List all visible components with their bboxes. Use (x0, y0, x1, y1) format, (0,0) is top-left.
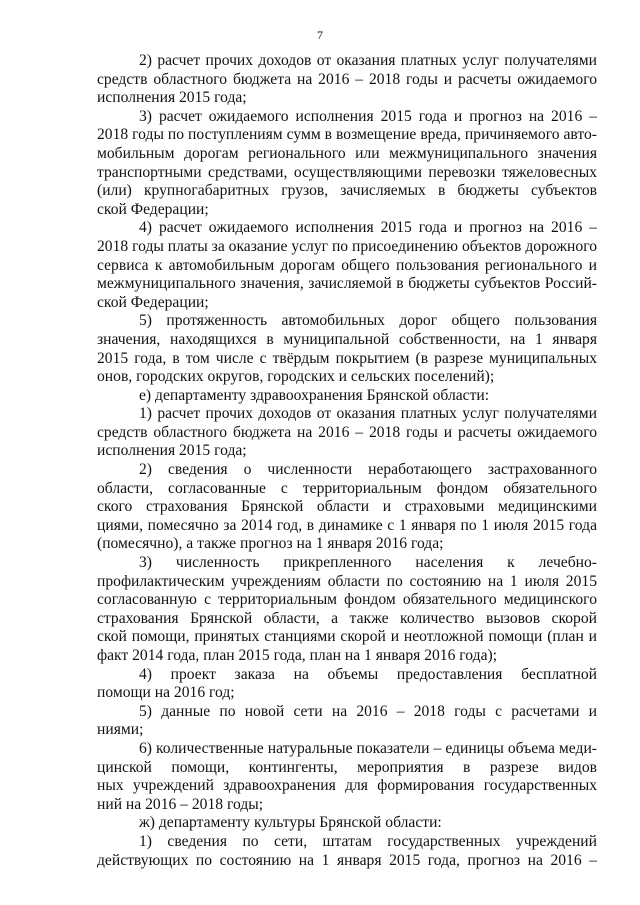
text-line: мобильным дорогам регионального или межмуниципального значения (97, 144, 597, 162)
text-line: ской Федерации; (97, 200, 209, 218)
text-line: сервиса к автомобильным дорогам общего пользования регионального и (97, 256, 597, 274)
text-line: 1) расчет прочих доходов от оказания платных услуг получателями (139, 405, 597, 423)
text-line: 4) проект заказа на объемы предоставления бесплатной (139, 665, 597, 683)
text-line: 1) сведения по сети, штатам государственных учреждений (139, 832, 597, 850)
text-line: ского страхования Брянской области и страховыми медицинскими (97, 498, 597, 516)
document-body (97, 52, 597, 870)
text-line: средств областного бюджета на 2016 – 2018 годы и расчеты ожидаемого (97, 423, 597, 441)
text-line: ниями; (97, 721, 144, 739)
text-line: 5) протяженность автомобильных дорог общего пользования (139, 312, 597, 330)
text-line: 3) численность прикрепленного населения к лечебно- (139, 554, 597, 572)
text-line: ных учреждений здравоохранения для формирования государственных (97, 777, 597, 795)
text-line: 4) расчет ожидаемого исполнения 2015 года и прогноз на 2016 – (139, 219, 597, 237)
text-line: области, согласованные с территориальным фондом обязательного (97, 479, 597, 497)
text-line: 2018 годы по поступлениям сумм в возмещение вреда, причиняемого авто- (97, 126, 597, 144)
text-line: ской помощи, принятых станциями скорой и неотложной помощи (план и (97, 628, 597, 646)
text-line: 2) сведения о численности неработающего застрахованного (139, 461, 597, 479)
text-line: страхования Брянской области, а также количество вызовов скорой (97, 609, 597, 627)
text-line: межмуниципального значения, зачисляемой в бюджеты субъектов Россий- (97, 275, 597, 293)
text-line: исполнения 2015 года; (97, 89, 247, 107)
text-line: средств областного бюджета на 2016 – 2018 годы и расчеты ожидаемого (97, 70, 597, 88)
text-line: транспортными средствами, осуществляющими перевозки тяжеловесных (97, 163, 597, 181)
text-line: действующих по состоянию на 1 января 2015 года, прогноз на 2016 – (97, 851, 597, 869)
text-line: ской Федерации; (97, 293, 209, 311)
text-line: 2018 годы платы за оказание услуг по присоединению объектов дорожного (97, 237, 597, 255)
text-line: исполнения 2015 года; (97, 442, 247, 460)
text-line: цинской помощи, контингенты, мероприятия в разрезе видов (97, 758, 597, 776)
text-line: значения, находящихся в муниципальной собственности, на 1 января (97, 330, 597, 348)
text-line: ж) департаменту культуры Брянской области: (139, 814, 442, 832)
text-line: 2015 года, в том числе с твёрдым покрытием (в разрезе муниципальных (97, 349, 597, 367)
text-line: онов, городских округов, городских и сельских поселений); (97, 368, 495, 386)
text-line: ний на 2016 – 2018 годы; (97, 795, 264, 813)
text-line: 5) данные по новой сети на 2016 – 2018 годы с расчетами и (139, 702, 597, 720)
text-line: факт 2014 года, план 2015 года, план на 1 января 2016 года); (97, 647, 498, 664)
page-number: 7 (317, 28, 323, 42)
text-line: 3) расчет ожидаемого исполнения 2015 года и прогноз на 2016 – (139, 107, 597, 125)
text-line: (помесячно), а также прогноз на 1 января 2016 года; (97, 535, 444, 553)
text-line: профилактическим учреждениям области по состоянию на 1 июля 2015 (97, 572, 597, 590)
text-line: 6) количественные натуральные показатели – единицы объема меди- (139, 739, 597, 757)
text-line: помощи на 2016 год; (97, 684, 235, 702)
text-line: (или) крупногабаритных грузов, зачисляемых в бюджеты субъектов (97, 182, 597, 200)
text-line: циями, помесячно за 2014 год, в динамике с 1 января по 1 июля 2015 года (97, 516, 597, 534)
text-line: е) департаменту здравоохранения Брянской области: (139, 386, 490, 404)
text-line: 2) расчет прочих доходов от оказания платных услуг получателями (139, 52, 597, 69)
text-line: согласованную с территориальным фондом обязательного медицинского (97, 591, 597, 609)
